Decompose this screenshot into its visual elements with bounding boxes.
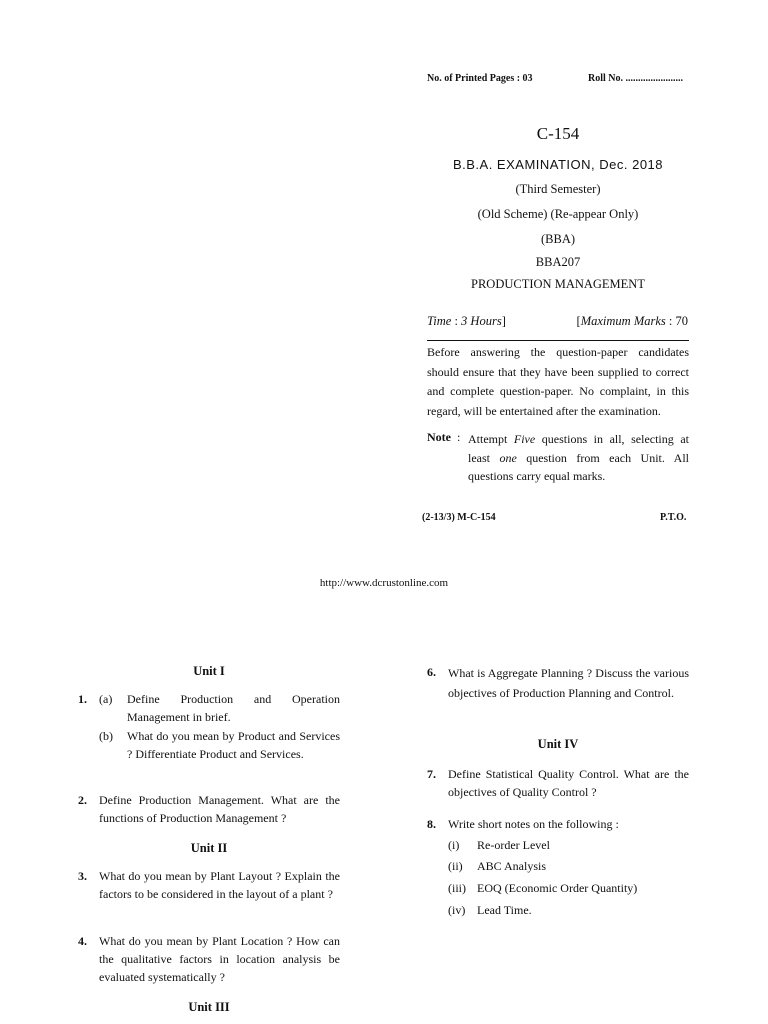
- question-1b-label: (b): [99, 729, 113, 743]
- question-6-number: 6.: [427, 665, 436, 679]
- note-text: Attempt Five questions in all, selecting at least one question from each Unit. All questions carry equal marks.: [468, 432, 689, 483]
- time-allowed: Time : 3 Hours]: [427, 314, 506, 328]
- unit-iv-heading: Unit IV: [537, 737, 579, 751]
- divider: [427, 340, 689, 341]
- question-3-number: 3.: [78, 869, 87, 883]
- unit-iii-heading: Unit III: [188, 1000, 230, 1014]
- question-8-number: 8.: [427, 817, 436, 831]
- question-7-text: Define Statistical Quality Control. What are the objectives of Quality Control ?: [448, 767, 689, 799]
- question-8-text: Write short notes on the following :: [448, 817, 619, 831]
- question-8-item-text: ABC Analysis: [477, 859, 547, 873]
- maximum-marks: [Maximum Marks : 70: [576, 314, 688, 328]
- program: (BBA): [540, 232, 576, 246]
- question-8-item-label: (iv): [448, 903, 466, 917]
- question-2-number: 2.: [78, 793, 87, 807]
- question-2-text: Define Production Management. What are the functions of Production Management ?: [99, 793, 340, 825]
- unit-ii-heading: Unit II: [190, 841, 228, 855]
- question-7-number: 7.: [427, 767, 436, 781]
- roll-number-field: Roll No. .......................: [588, 73, 683, 84]
- question-1b-text: What do you mean by Product and Services ? Differentiate Product and Services.: [127, 729, 340, 761]
- question-8-item-text: EOQ (Economic Order Quantity): [477, 881, 638, 895]
- instructions: Before answering the question-paper candidates should ensure that they have been supplied to correct and complete question-paper. No complaint, in this regard, will be entertained after the examination.: [427, 345, 689, 418]
- note-label: Note: [427, 430, 451, 444]
- footer-code: (2-13/3) M-C-154: [422, 512, 496, 523]
- printed-pages-label: No. of Printed Pages : 03: [427, 73, 533, 84]
- question-4-number: 4.: [78, 934, 87, 948]
- subject-code: BBA207: [535, 255, 581, 269]
- question-8-item-label: (ii): [448, 859, 463, 873]
- subject-title: PRODUCTION MANAGEMENT: [471, 277, 645, 291]
- exam-title: B.B.A. EXAMINATION, Dec. 2018: [452, 157, 664, 172]
- pto-label: P.T.O.: [660, 512, 687, 523]
- question-1-number: 1.: [78, 692, 87, 706]
- question-8-item-label: (iii): [448, 881, 466, 895]
- source-url: http://www.dcrustonline.com: [319, 577, 449, 589]
- question-3-text: What do you mean by Plant Layout ? Explain the factors to be considered in the layout of a plant ?: [99, 869, 340, 901]
- unit-i-heading: Unit I: [193, 664, 225, 678]
- question-1a-label: (a): [99, 692, 113, 706]
- scheme: (Old Scheme) (Re-appear Only): [477, 207, 639, 221]
- question-8-item-text: Re-order Level: [477, 838, 550, 852]
- question-1a-text: Define Production and Operation Management in brief.: [127, 692, 340, 724]
- question-6-text: What is Aggregate Planning ? Discuss the various objectives of Production Planning and Control.: [448, 666, 689, 700]
- question-8-item-text: Lead Time.: [477, 903, 532, 917]
- question-8-item-label: (i): [448, 838, 460, 852]
- semester: (Third Semester): [515, 182, 601, 196]
- question-4-text: What do you mean by Plant Location ? How can the qualitative factors in location analysis be evaluated systematically ?: [99, 934, 340, 984]
- note-colon: :: [457, 430, 461, 444]
- paper-code: C-154: [536, 124, 580, 143]
